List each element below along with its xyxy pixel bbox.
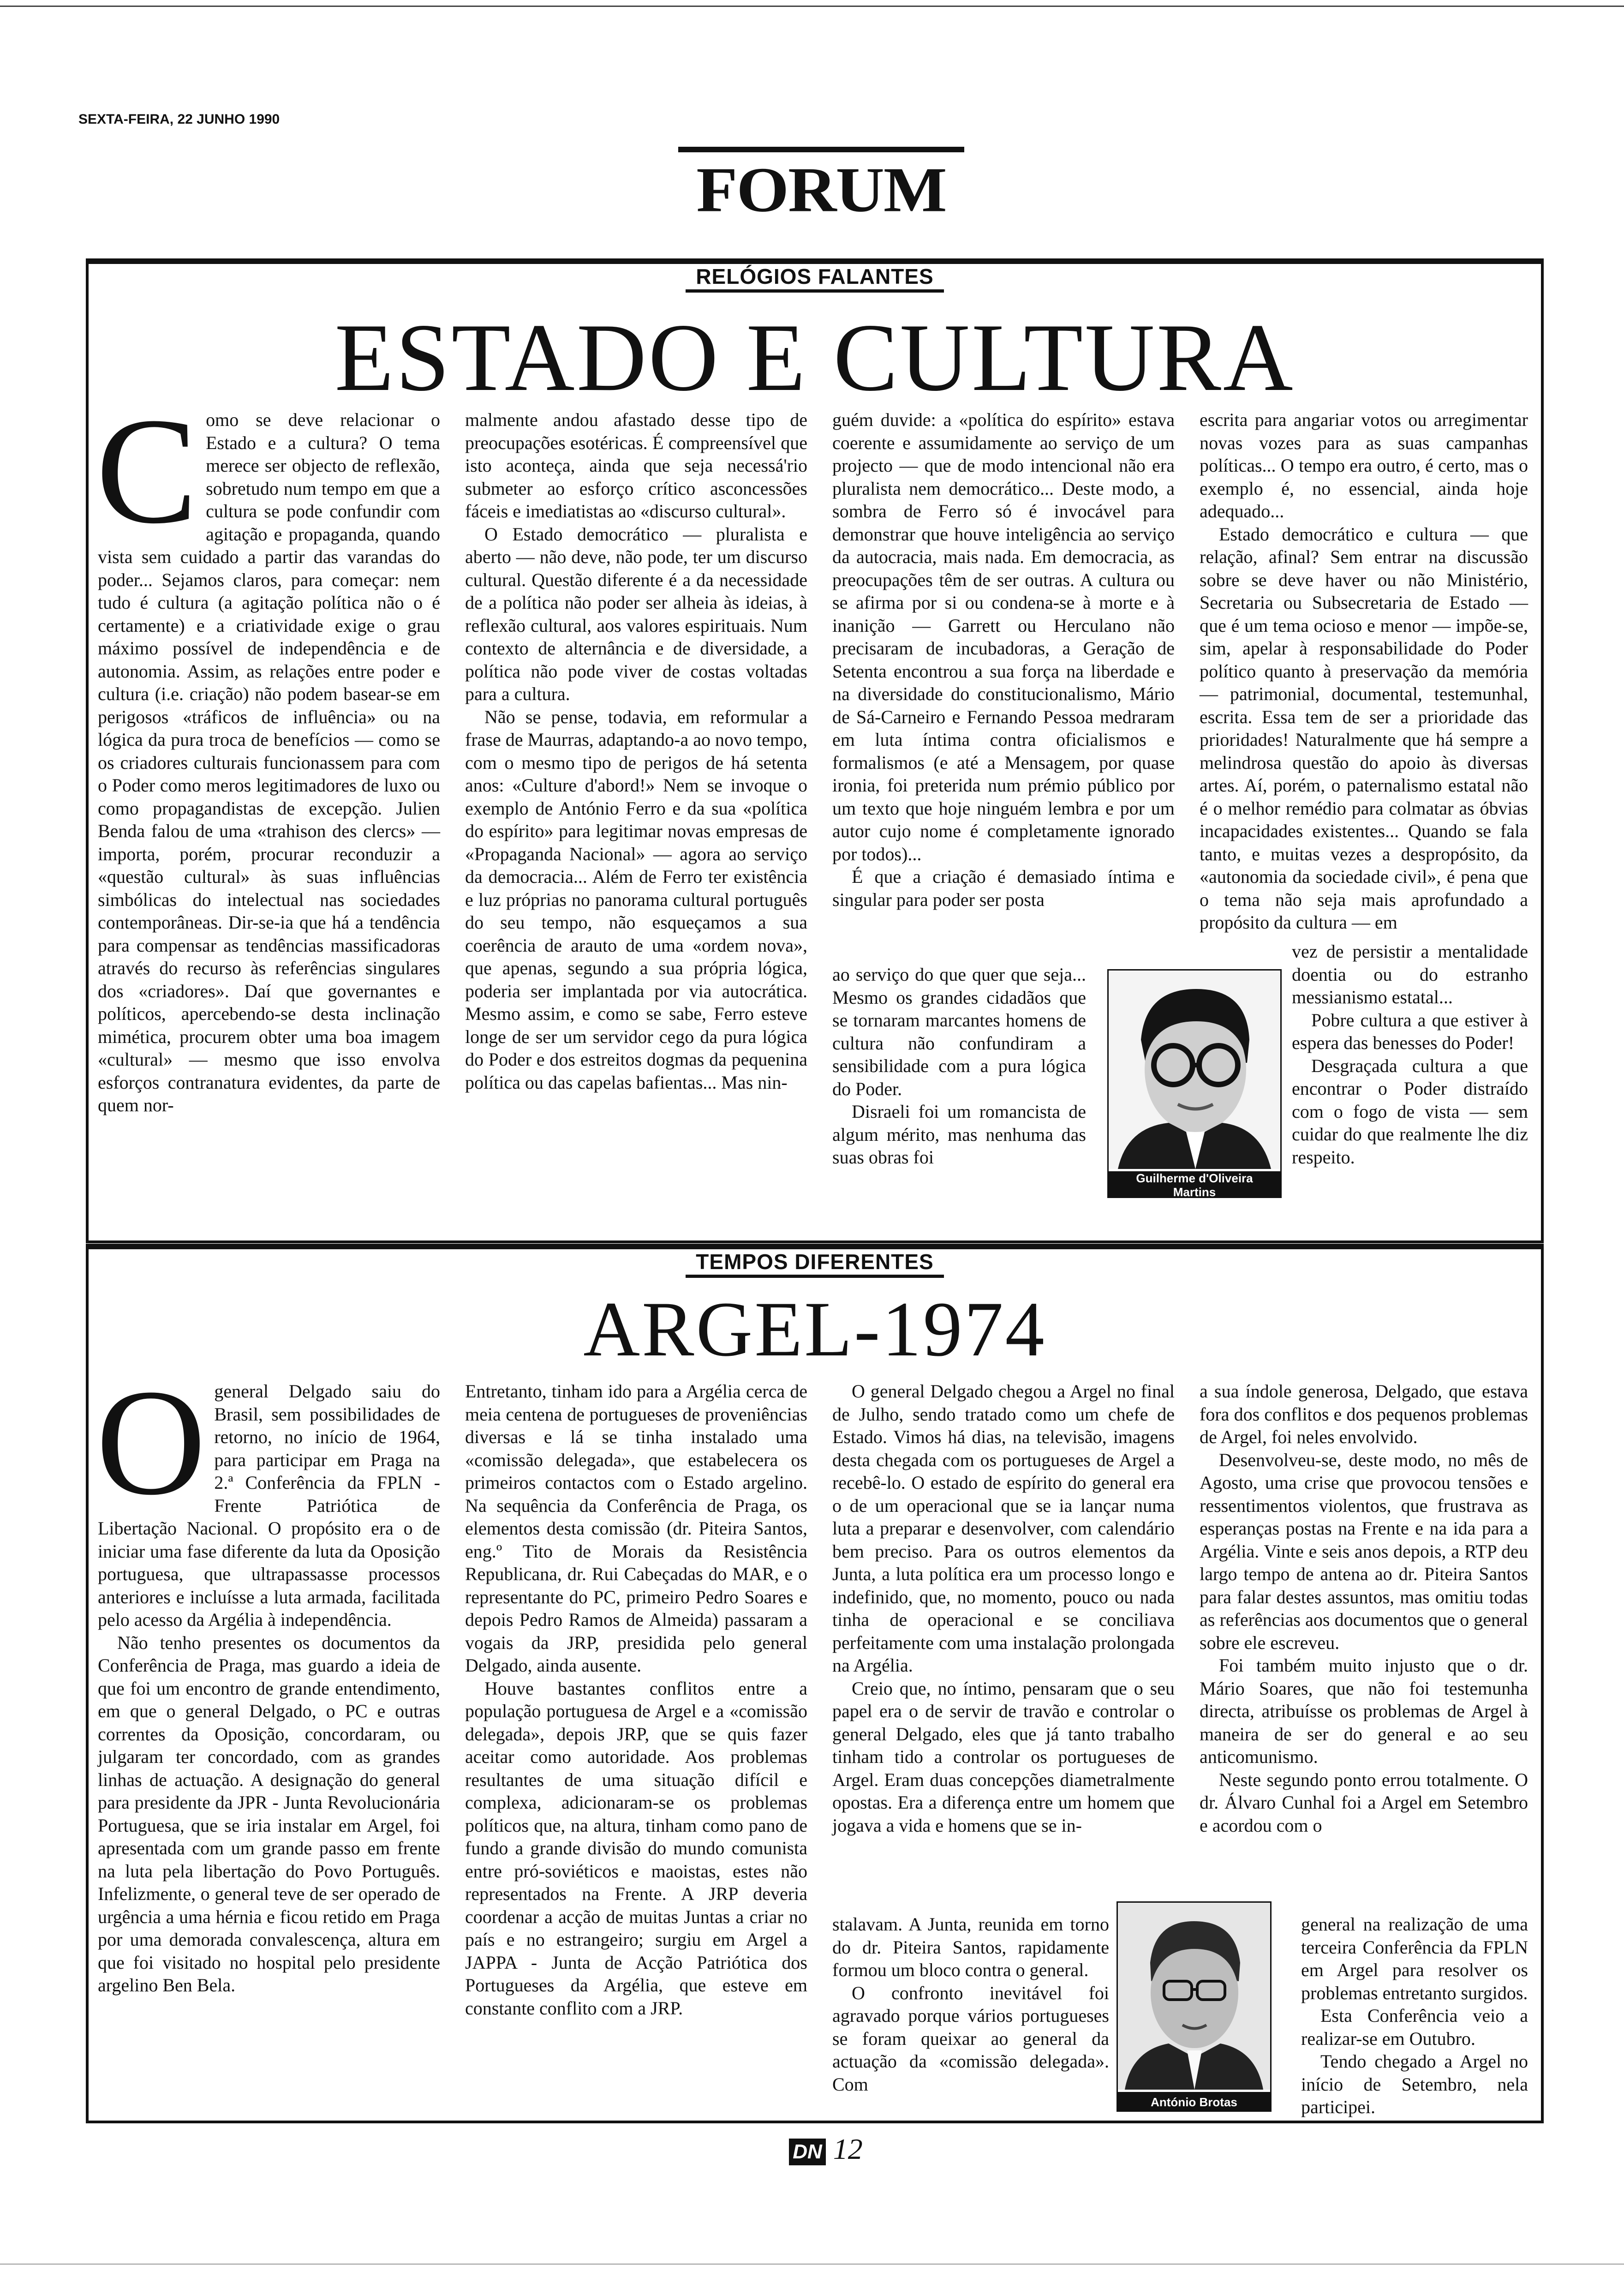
article1-column-4: [1200, 408, 1528, 934]
paragraph: Não se pense, todavia, em reformular a frase de Maurras, adaptando-a ao novo tempo, com o mesmo tipo de perigos de há setenta anos: «Culture d'abord!» Nem se invoque o exemplo de António Ferro e da sua «política do espírito» para legitimar novas empresas de «Propaganda Nacional» — agora ao serviço da democracia... Além de Ferro ter existência e luz próprias no panorama cultural português do seu tempo, não esqueçamos a sua coerência de arauto de uma «ordem nova», que apenas, segundo a sua própria lógica, poderia ser implantada por via autocrática. Mesmo assim, e como se sabe, Ferro esteve longe de ser um servidor cego da pura lógica do Poder e dos estreitos dogmas da pequenina política ou das capelas bafientas... Mas nin-: [465, 706, 807, 1093]
article1-column-4-lower: [1292, 940, 1528, 1168]
page-footer: [766, 2132, 886, 2166]
paragraph: escrita para angariar votos ou arregimentar novas vozes para as suas campanhas políticas... O tempo era outro, é certo, mas o exemplo é, no essencial, ainda hoje adequado...: [1200, 409, 1528, 521]
paragraph: Pobre cultura a que estiver à espera das benesses do Poder!: [1292, 1009, 1528, 1053]
article2-column-4-lower: [1301, 1913, 1528, 2119]
article-top-bar: [89, 1244, 1541, 1249]
paragraph: guém duvide: a «política do espírito» estava coerente e assumidamente ao serviço de um projecto — que de modo intencional não era pluralista nem democrático... Deste modo, a sombra de Ferro só é invocável para demonstrar que houve inteligência ao serviço da autocracia, mais nada. Em democracia, as preocupações têm de ser outras. A cultura ou se afirma por si ou condena-se à morte e à inanição — Garrett ou Herculano não precisaram de incubadoras, a Geração de Setenta encontrou a sua força na liberdade e na diversidade do constitucionalismo, Mário de Sá-Carneiro e Fernando Pessoa medraram em luta íntima contra oficialismos e formalismos (e até a Mensagem, por quase ironia, foi preterida num prémio público por um texto que hoje ninguém lembra e por um autor cujo nome é completamente ignorado por todos)...: [832, 409, 1175, 864]
article2-column-3: [832, 1380, 1175, 1837]
paragraph: Desenvolveu-se, deste modo, no mês de Agosto, uma crise que provocou tensões e ressentimentos violentos, que frustrava as esperanças postas na Frente e na ida para a Argélia. Vinte e seis anos depois, a RTP deu largo tempo de antena ao dr. Piteira Santos para falar destes assuntos, mas omitiu todas as referências aos documentos que o general sobre ele escreveu.: [1200, 1449, 1528, 1653]
page-top-rule: [0, 6, 1624, 7]
article1-column-3: [832, 408, 1175, 911]
section-title: FORUM: [696, 154, 946, 225]
paragraph: Entretanto, tinham ido para a Argélia cerca de meia centena de portugueses de proveniências diversas e lá se tinha instalado uma «comissão delegada», que estabelecera os primeiros contactos com o Estado argelino. Na sequência da Conferência de Praga, os elementos desta comissão (dr. Piteira Santos, eng.º Tito de Morais da Resistência Republicana, dr. Rui Cabeçadas do MAR, e o representante do PC, primeiro Pedro Soares e depois Pedro Ramos de Almeida) passaram a vogais da JRP, presidida pelo general Delgado, ainda ausente.: [465, 1381, 807, 1676]
paragraph: O Estado democrático — pluralista e aberto — não deve, não pode, ter um discurso cultural. Questão diferente é a da necessidade de a política não poder ser alheia às ideias, à reflexão cultural, aos valores espirituais. Num contexto de alternância e de diversidade, a política não pode viver de costas voltadas para a cultura.: [465, 523, 807, 704]
article2-kicker: [86, 1249, 1544, 1274]
article2-dropcap: O: [96, 1358, 206, 1527]
article1-column-1: [96, 387, 440, 1117]
paragraph: Neste segundo ponto errou totalmente. O dr. Álvaro Cunhal foi a Argel em Setembro e acordou com o: [1200, 1769, 1528, 1836]
paragraph: general Delgado saiu do Brasil, sem possibilidades de retorno, no início de 1964, para participar em Praga na 2.ª Conferência da FPLN - Frente Patriótica de Libertação Nacional. O propósito era o de iniciar uma fase diferente da luta da Oposição portuguesa, que ultrapassasse processos anteriores e incluísse a luta armada, facilitada pelo acesso da Argélia à independência.: [98, 1381, 440, 1630]
paragraph: omo se deve relacionar o Estado e a cultura? O tema merece ser objecto de reflexão, sobretudo num tempo em que a cultura se pode confundir com agitação e propaganda, quando vista sem cuidado a partir das varandas do poder... Sejamos claros, para começar: nem tudo é cultura (a agitação política não o é certamente) e a criatividade exige o grau máximo possível de independência e de autonomia. Assim, as relações entre poder e cultura (i.e. criação) não podem basear-se em perigosos «tráficos de influência» ou na lógica da pura troca de benefícios — como se os criadores culturais funcionassem para com o Poder como meros legitimadores de luxo ou como propagandistas de excepção. Julien Benda falou de uma «trahison des clercs» — importa, porém, procurar reconduzir a «questão cultural» às suas influências simbólicas do intelectual nas sociedades contemporâneas. Dir-se-ia que há a tendência para compensar as tendências massificadoras através do recurso às referências singulares dos «criadores». Daí que governantes e políticos, apercebendo-se desta inclinação mimética, procurem obter uma boa imagem «cultural» — mesmo que isso envolva esforços contranatura evidentes, da parte de quem nor-: [98, 409, 440, 1115]
article1-column-3-lower: [832, 963, 1086, 1169]
portrait-illustration: [1118, 1903, 1270, 2090]
paragraph: O confronto inevitável foi agravado porque vários portugueses se foram queixar ao general da actuação da «comissão delegada». Com: [832, 1982, 1109, 2095]
paragraph: Não tenho presentes os documentos da Conferência de Praga, mas guardo a ideia de que foi um encontro de grande entendimento, em que o general Delgado, o PC e outras correntes da Oposição, concordaram, ou julgaram ter concordado, com as grandes linhas de actuação. A designação do general para presidente da JPR - Junta Revolucionária Portuguesa, que se iria instalar em Argel, foi apresentada com um grande passo em frente na luta pela libertação do Povo Português. Infelizmente, o general teve de ser operado de urgência a uma hérnia e ficou retido em Praga por uma demorada convalescença, altura em que foi visitado no hospital pelo presidente argelino Ben Bela.: [98, 1632, 440, 1995]
paragraph: Disraeli foi um romancista de algum mérito, mas nenhuma das suas obras foi: [832, 1101, 1086, 1168]
paragraph: malmente andou afastado desse tipo de preocupações esotéricas. É compreensível que isto aconteça, ainda que seja necessá'rio submeter ao esforço crítico asconcessões fáceis e imediatistas ao «discurso cultural».: [465, 409, 807, 521]
masthead-bar: [678, 147, 964, 152]
article2-headline: ARGEL-1974: [583, 1286, 1046, 1372]
paragraph: Creio que, no íntimo, pensaram que o seu papel era o de servir de travão e controlar o general Delgado, eles que já tanto trabalho tinham tido a controlar os portugueses de Argel. Eram duas concepções diametralmente opostas. Era a diferença entre um homem que jogava a vida e homens que se in-: [832, 1678, 1175, 1836]
paragraph: Esta Conferência veio a realizar-se em Outubro.: [1301, 2005, 1528, 2049]
paragraph: Desgraçada cultura a que encontrar o Poder distraído com o fogo de vista — sem cuidar do que realmente lhe diz respeito.: [1292, 1055, 1528, 1168]
publication-logo: DN: [789, 2139, 826, 2165]
author-photo-guilherme: [1107, 969, 1282, 1198]
article1-column-2: [465, 408, 807, 1094]
article2-column-1: [96, 1358, 440, 1997]
paragraph: O general Delgado chegou a Argel no final de Julho, sendo tratado como um chefe de Estado. Vimos há dias, na televisão, imagens desta chegada com os portugueses de Argel a recebê-lo. O estado de espírito do general era o de um operacional que se ia lançar numa luta a preparar e desenvolver, com calendário bem preciso. Para os outros elementos da Junta, a luta política era um processo longo e indefinido, que, no momento, pouco ou nada tinha de operacional e se conciliava perfeitamente com uma instalação prolongada na Argélia.: [832, 1381, 1175, 1676]
article1-kicker-text: RELÓGIOS FALANTES: [686, 264, 943, 293]
article2-column-2: [465, 1380, 807, 2019]
paragraph: stalavam. A Junta, reunida em torno do dr. Piteira Santos, rapidamente formou um bloco contra o general.: [832, 1914, 1109, 1980]
paragraph: Houve bastantes conflitos entre a população portuguesa de Argel e a «comissão delegada», depois JRP, que se quis fazer aceitar como autoridade. Aos problemas resultantes de uma situação difícil e complexa, adicionaram-se os problemas políticos que, na altura, tinham como pano de fundo a grande divisão do mundo comunista entre pró-soviéticos e maoistas, estes não representados na Frente. A JRP deveria coordenar a acção de muitas Juntas a criar no país e no estrangeiro; surgiu em Argel a JAPPA - Junta de Acção Patriótica dos Portugueses da Argélia, que esteve em constante conflito com a JRP.: [465, 1678, 807, 2019]
caption-line: Guilherme d'Oliveira: [1136, 1171, 1253, 1185]
paragraph: general na realização de uma terceira Conferência da FPLN em Argel para resolver os problemas entretanto surgidos.: [1301, 1914, 1528, 2003]
dateline: SEXTA-FEIRA, 22 JUNHO 1990: [78, 112, 280, 127]
paragraph: Tendo chegado a Argel no início de Setembro, nela participei.: [1301, 2051, 1528, 2117]
article2-column-3-lower: [832, 1913, 1109, 2096]
page-bottom-rule: [0, 2264, 1624, 2265]
photo-caption: [1109, 1171, 1280, 1198]
caption-line: Martins: [1173, 1185, 1216, 1198]
article1-kicker: [86, 264, 1544, 289]
paragraph: ao serviço do que quer que seja... Mesmo os grandes cidadãos que se tornaram marcantes homens de cultura não confundiram a sensibilidade com a pura lógica do Poder.: [832, 964, 1086, 1099]
portrait-illustration: [1109, 971, 1280, 1169]
article2-column-4: [1200, 1380, 1528, 1837]
paragraph: Estado democrático e cultura — que relação, afinal? Sem entrar na discussão sobre se deve haver ou não Ministério, Secretaria ou Subsecretaria de Estado — que é um tema ocioso e menor — impõe-se, sim, apelar à responsabilidade do Poder político quanto à preservação da memória — patrimonial, documental, testemunhal, escrita. Essa tem de ser a prioridade das prioridades! Naturalmente que há sempre a melindrosa questão do apoio às diversas artes. Aí, porém, o paternalismo estatal não é o melhor remédio para colmatar as óbvias incapacidades existentes... Quando se fala tanto, e muitas vezes a despropósito, da «autonomia da sociedade civil», é pena que o tema não seja mais aprofundado a propósito da cultura — em: [1200, 523, 1528, 933]
article1-dropcap: C: [96, 387, 198, 555]
paragraph: Foi também muito injusto que o dr. Mário Soares, que não foi testemunha directa, atribuísse os problemas de Argel à maneira de ser do general e ao seu anticomunismo.: [1200, 1655, 1528, 1767]
article-top-bar: [89, 258, 1541, 264]
article2-kicker-text: TEMPOS DIFERENTES: [686, 1250, 943, 1278]
photo-caption: António Brotas: [1118, 2092, 1270, 2112]
article1-headline: ESTADO E CULTURA: [334, 304, 1295, 411]
paragraph: a sua índole generosa, Delgado, que estava fora dos conflitos e dos pequenos problemas de Argel, foi neles envolvido.: [1200, 1381, 1528, 1447]
author-photo-antonio-brotas: [1116, 1901, 1272, 2112]
paragraph: É que a criação é demasiado íntima e singular para poder ser posta: [832, 866, 1175, 910]
paragraph: vez de persistir a mentalidade doentia ou do estranho messianismo estatal...: [1292, 941, 1528, 1007]
page-number: 12: [833, 2133, 863, 2165]
